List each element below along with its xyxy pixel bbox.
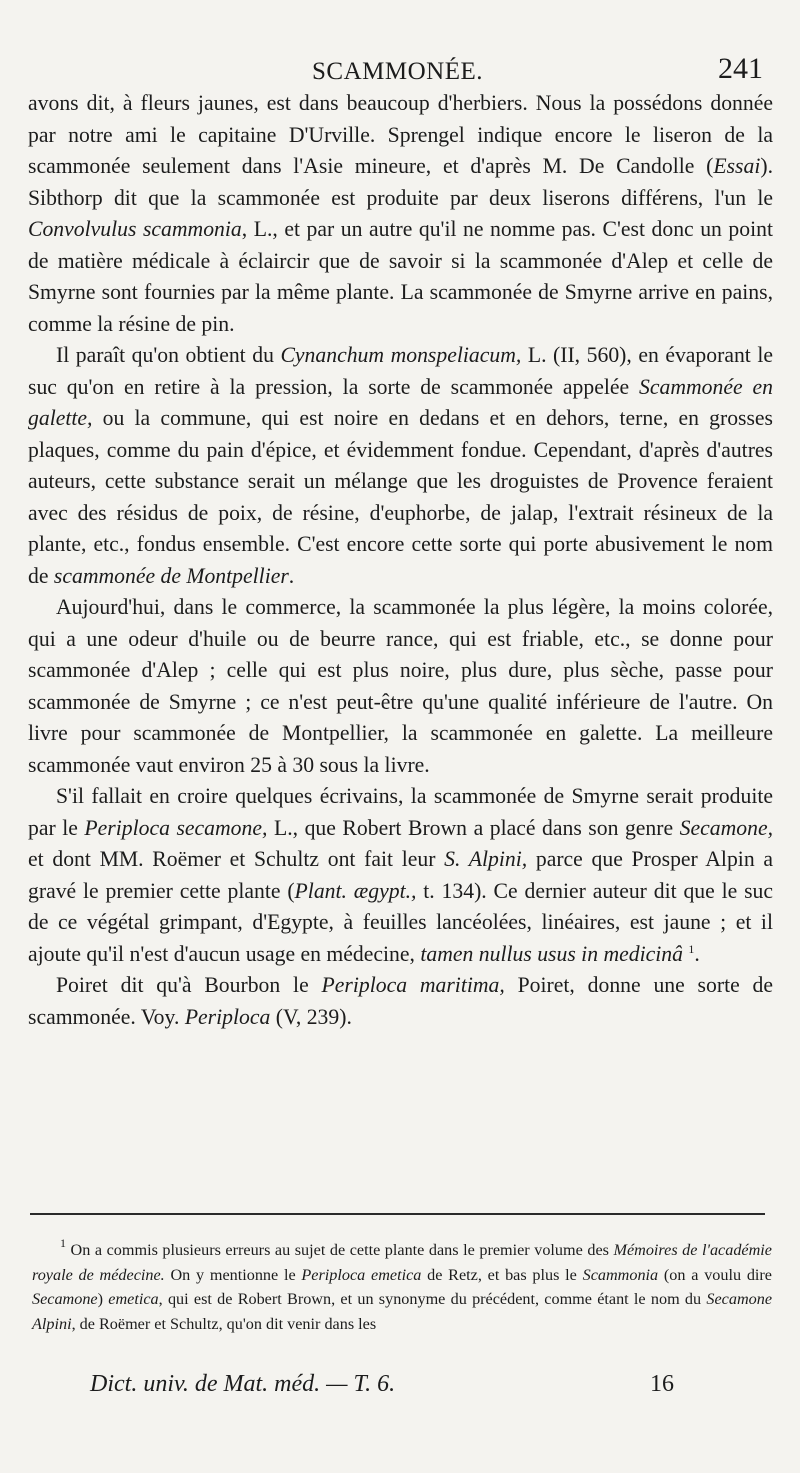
- running-title: SCAMMONÉE.: [312, 58, 483, 85]
- footnote-number: 1: [60, 1236, 66, 1250]
- footnote: $^1$ On a commis plusieurs erreurs au sujet de cette plante dans le premier volume des Mémoires de l'académie royale de médecine. On y mentionne le Periploca emetica de Retz, et bas plus le Scammonia (on a voulu dire Secamone) emetica, qui est de Robert Brown, et un synonyme du précédent, comme étant le nom du Secamone Alpini, de Roëmer et Schultz, qu'on dit venir dans les: [32, 1236, 773, 1333]
- paragraph-2: Il paraît qu'on obtient du Cynanchum monspeliacum, L. (II, 560), en évaporant le suc qu'on en retire à la pression, la sorte de scammonée appelée Scammonée en galette, ou la commune, qui est noire en dedans et en dehors, terne, en grosses plaques, comme du pain d'épice, et évidemment fondue. Cependant, d'après d'autres auteurs, cette substance serait un mélange que les droguistes de Provence feraient avec des résidus de poix, de résine, d'euphorbe, de jalap, l'extrait résineux de la plante, etc., fondus ensemble. C'est encore cette sorte qui porte abusivement le nom de scammonée de Montpellier.: [28, 343, 773, 588]
- paragraph-5: Poiret dit qu'à Bourbon le Periploca maritima, Poiret, donne une sorte de scammonée. Voy. Periploca (V, 239).: [28, 973, 773, 1029]
- page-number: 241: [718, 52, 763, 85]
- paragraph-1: avons dit, à fleurs jaunes, est dans beaucoup d'herbiers. Nous la possédons donnée par notre ami le capitaine D'Urville. Sprengel indique encore le liseron de la scammonée seulement dans l'Asie mineure, et d'après M. De Candolle (Essai). Sibthorp dit que la scammonée est produite par deux liserons différens, l'un le Convolvulus scammonia, L., et par un autre qu'il ne nomme pas. C'est donc un point de matière médicale à éclaircir que de savoir si la scammonée d'Alep et celle de Smyrne sont fournies par la même plante. La scammonée de Smyrne arrive en pains, comme la résine de pin.: [28, 91, 774, 336]
- paragraph-4: S'il fallait en croire quelques écrivains, la scammonée de Smyrne serait produite par le Periploca secamone, L., que Robert Brown a placé dans son genre Secamone, et dont MM. Roëmer et Schultz ont fait leur S. Alpini, parce que Prosper Alpin a gravé le premier cette plante (Plant. ægypt., t. 134). Ce dernier auteur dit que le suc de ce végétal grimpant, d'Egypte, à feuilles lancéolées, linéaires, est jaune ; et il ajoute qu'il n'est d'aucun usage en médecine, tamen nullus usus in medicinâ $^1$.: [28, 784, 773, 966]
- printer-signature: [90, 1371, 730, 1407]
- body-text: [28, 88, 773, 1033]
- footnote-marker: 1: [688, 941, 695, 956]
- footnote-rule: [30, 1213, 765, 1215]
- running-head: [0, 52, 800, 92]
- paragraph-3: Aujourd'hui, dans le commerce, la scammonée la plus légère, la moins colorée, qui a une odeur d'huile ou de beurre rance, qui est friable, etc., se donne pour scammonée d'Alep ; celle qui est plus noire, plus dure, plus sèche, passe pour scammonée de Smyrne ; ce n'est peut-être qu'une qualité inférieure de l'autre. On livre pour scammonée de Montpellier, la scammonée en galette. La meilleure scammonée vaut environ 25 à 30 sous la livre.: [28, 595, 773, 777]
- signature-number: 16: [650, 1371, 674, 1397]
- signature-title: Dict. univ. de Mat. méd. — T. 6.: [90, 1371, 396, 1397]
